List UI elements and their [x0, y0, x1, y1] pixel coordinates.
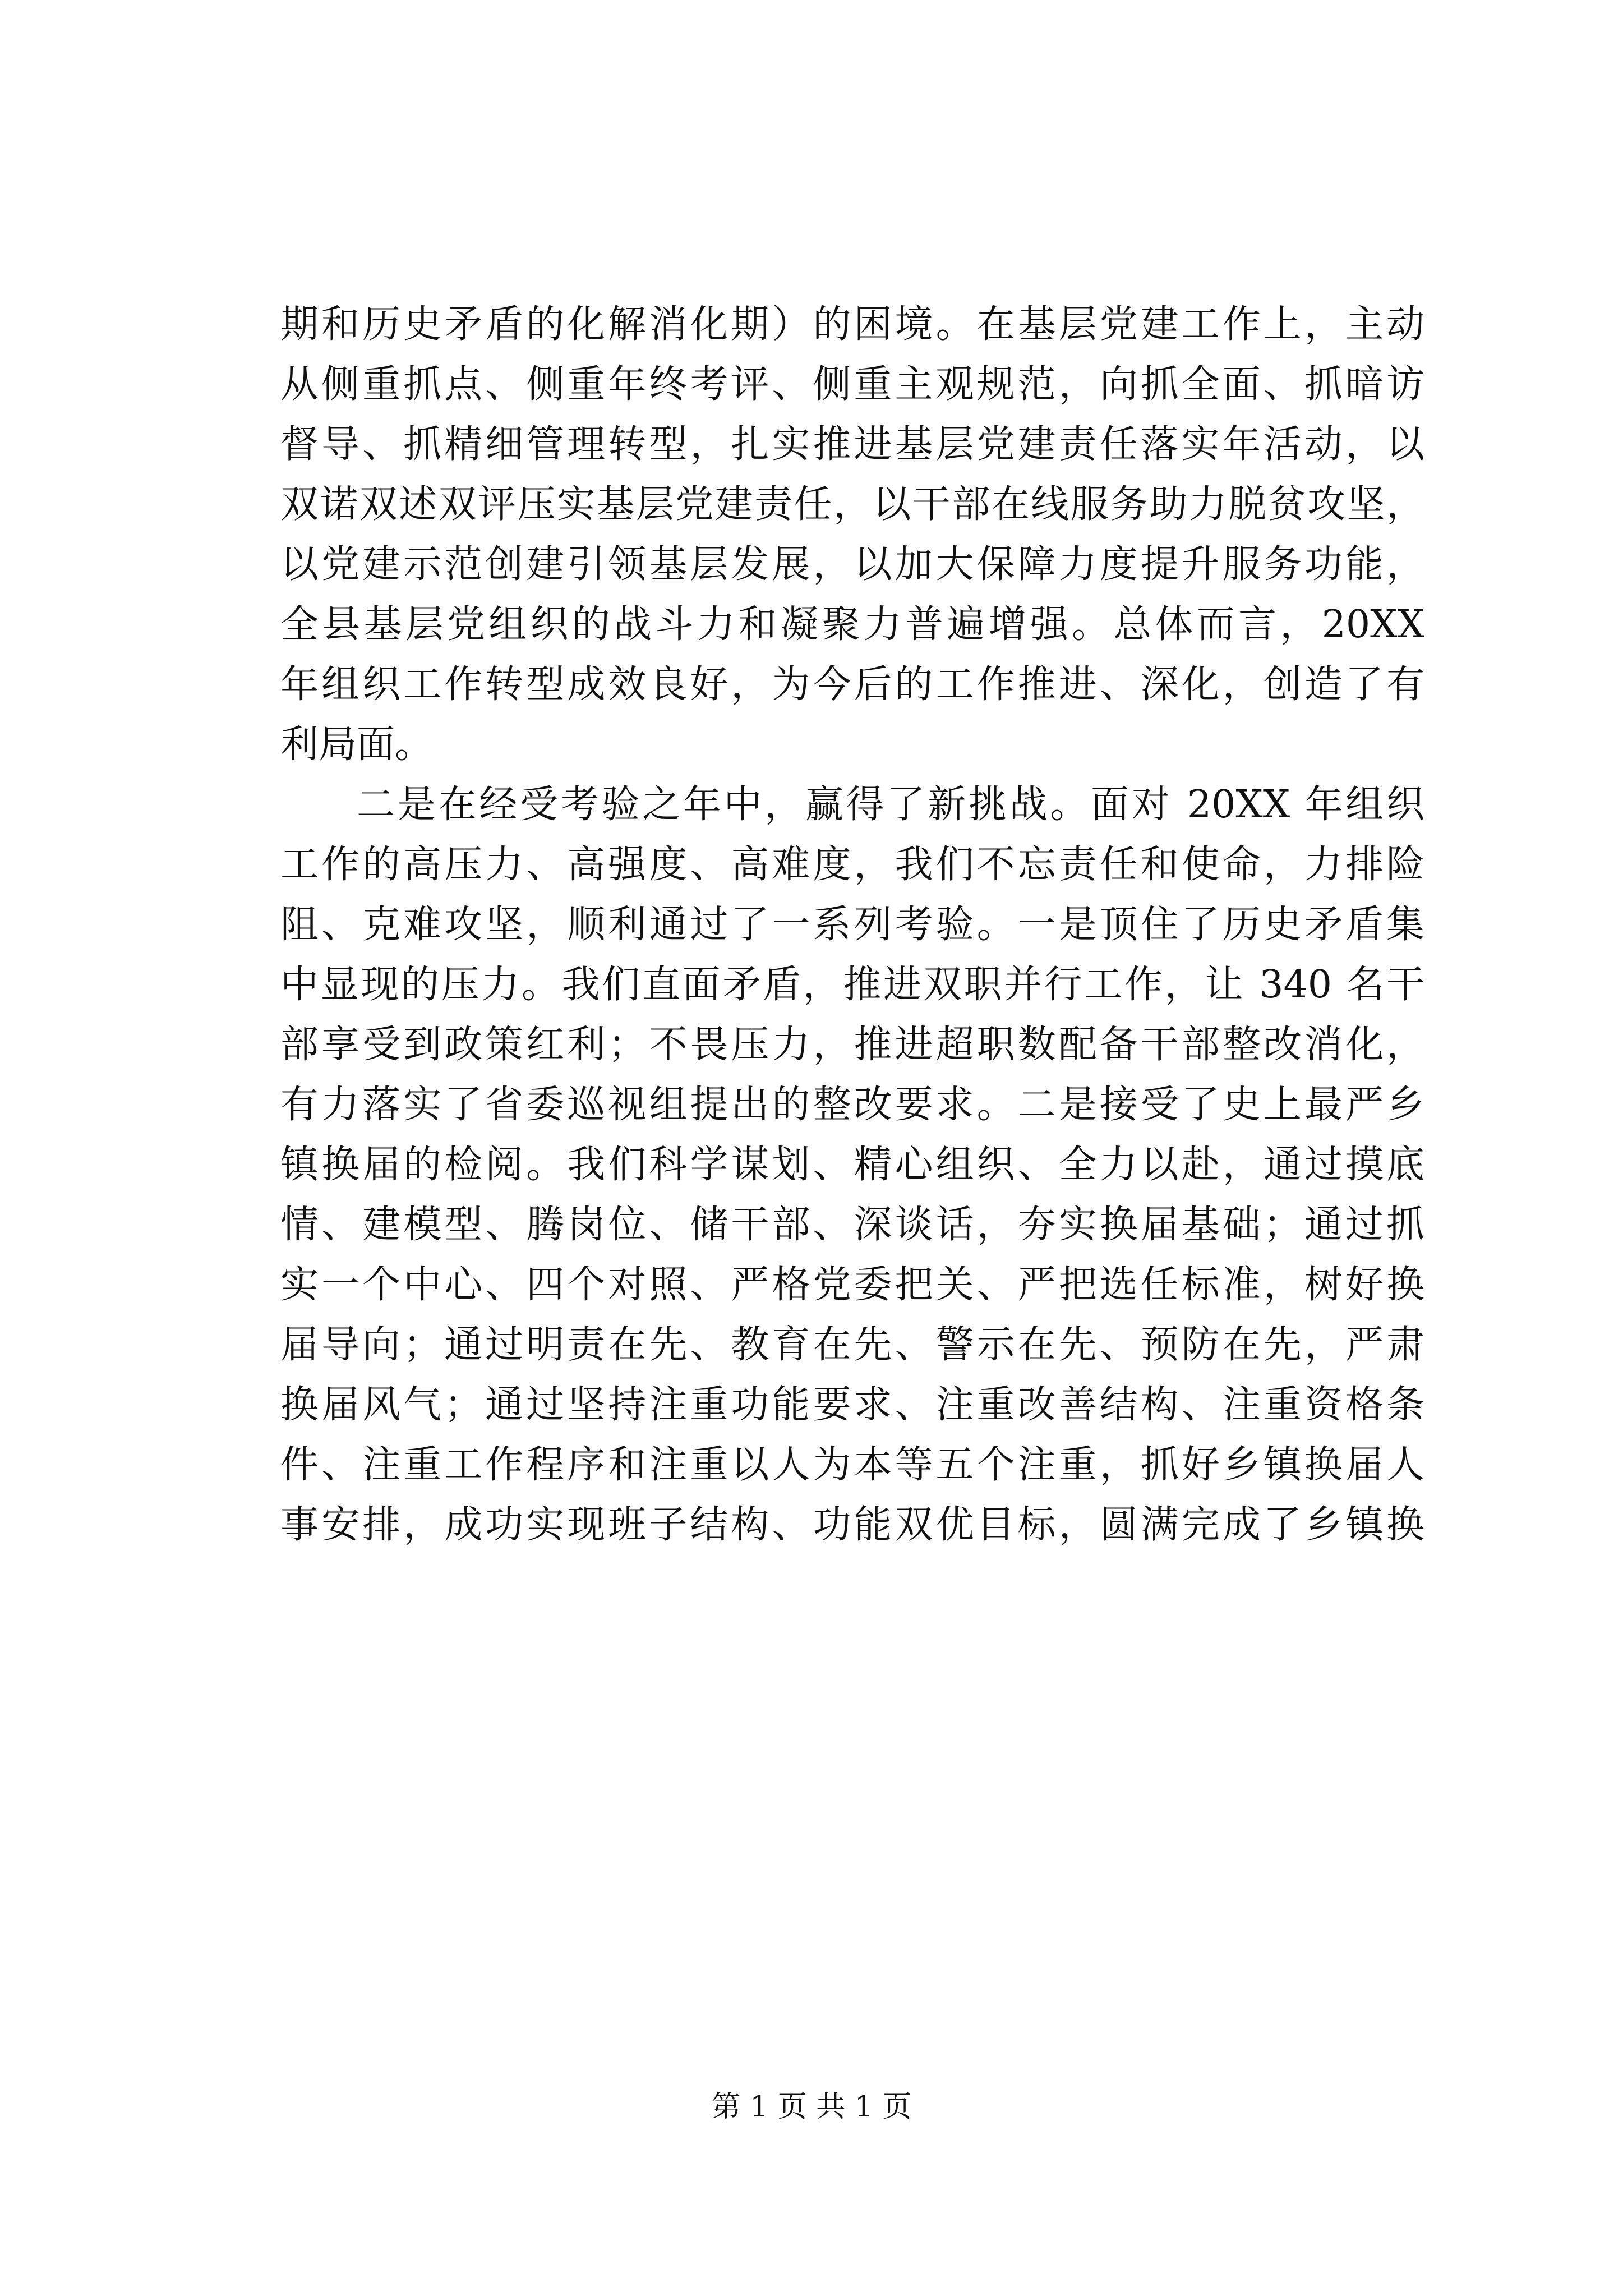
text-line: 以党建示范创建引领基层发展，以加大保障力度提升服务功能， — [280, 542, 1424, 587]
text-line: 事安排，成功实现班子结构、功能双优目标，圆满完成了乡镇换 — [280, 1503, 1424, 1547]
text-line: 工作的高压力、高强度、高难度，我们不忘责任和使命，力排险 — [280, 843, 1424, 887]
text-line: 阻、克难攻坚，顺利通过了一系列考验。一是顶住了历史矛盾集 — [280, 903, 1424, 947]
text-line: 情、建模型、腾岗位、储干部、深谈话，夯实换届基础；通过抓 — [280, 1203, 1424, 1247]
text-line: 利局面。 — [280, 723, 434, 767]
document-body — [280, 295, 1424, 1555]
paragraph — [280, 775, 1424, 1555]
text-line: 件、注重工作程序和注重以人为本等五个注重，抓好乡镇换届人 — [280, 1443, 1424, 1487]
text-line: 双诺双述双评压实基层党建责任，以干部在线服务助力脱贫攻坚， — [280, 482, 1424, 527]
text-line: 换届风气；通过坚持注重功能要求、注重改善结构、注重资格条 — [280, 1383, 1424, 1427]
text-line: 实一个中心、四个对照、严格党委把关、严把选任标准，树好换 — [280, 1263, 1424, 1307]
text-line: 期和历史矛盾的化解消化期）的困境。在基层党建工作上，主动 — [280, 302, 1424, 347]
page-footer: 第 1 页 共 1 页 — [711, 2090, 912, 2124]
text-line: 督导、抓精细管理转型，扎实推进基层党建责任落实年活动，以 — [280, 422, 1424, 467]
text-line: 镇换届的检阅。我们科学谋划、精心组织、全力以赴，通过摸底 — [280, 1143, 1424, 1187]
text-line: 全县基层党组织的战斗力和凝聚力普遍增强。总体而言，20XX — [280, 602, 1424, 647]
text-line: 有力落实了省委巡视组提出的整改要求。二是接受了史上最严乡 — [280, 1083, 1424, 1127]
text-line: 中显现的压力。我们直面矛盾，推进双职并行工作，让 340 名干 — [280, 963, 1424, 1007]
text-line: 从侧重抓点、侧重年终考评、侧重主观规范，向抓全面、抓暗访 — [280, 362, 1424, 407]
text-line: 二是在经受考验之年中，赢得了新挑战。面对 20XX 年组织 — [357, 783, 1424, 827]
text-line: 部享受到政策红利；不畏压力，推进超职数配备干部整改消化， — [280, 1023, 1424, 1067]
paragraph — [280, 295, 1424, 775]
text-line: 届导向；通过明责在先、教育在先、警示在先、预防在先，严肃 — [280, 1323, 1424, 1367]
text-line: 年组织工作转型成效良好，为今后的工作推进、深化，创造了有 — [280, 662, 1424, 707]
